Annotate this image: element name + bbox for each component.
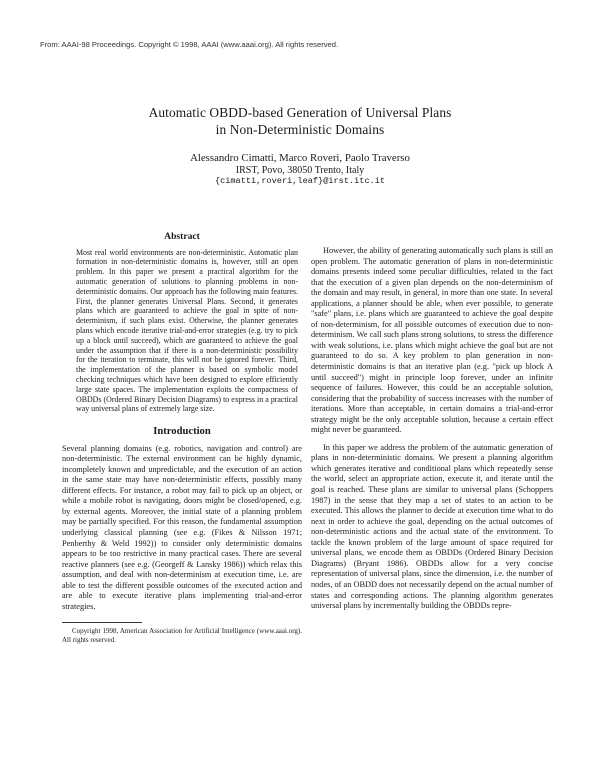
author-names: Alessandro Cimatti, Marco Roveri, Paolo Traverso	[190, 152, 410, 164]
title-line-2: in Non-Deterministic Domains	[215, 122, 385, 137]
footnote-rule	[62, 622, 142, 623]
paper-title	[60, 104, 540, 138]
left-column	[62, 232, 302, 644]
abstract-text: Most real world environments are non-deterministic. Automatic plan formation in non-deterministic domains is, however, still an open problem. In this paper we present a practical algorithm for the automatic generation of solutions to planning problems in non-deterministic domains. Our approach has the following main features. First, the planner generates Universal Plans. Second, it generates plans which are guaranteed to achieve the goal in spite of non-determinism, if such plans exist. Otherwise, the planner generates plans which encode iterative trial-and-error strategies (e.g. try to pick up a block until succeed), which are guaranteed to achieve the goal under the assumption that if there is a non-deterministic possibility for the iteration to terminate, this will not be ignored forever. Third, the implementation of the planner is based on symbolic model checking techniques which have been designed to explore efficiently large state spaces. The implementation exploits the compactness of OBDDs (Ordered Binary Decision Diagrams) to express in a practical way universal plans of extremely large size.	[76, 247, 298, 414]
affiliation: IRST, Povo, 38050 Trento, Italy	[235, 165, 365, 176]
copyright-footnote: Copyright 1998, American Association for Artificial Intelligence (www.aaai.org). All rights reserved.	[62, 627, 302, 644]
copyright-source-line: From: AAAI-98 Proceedings. Copyright © 1998, AAAI (www.aaai.org). All rights reserved.	[40, 40, 339, 49]
title-line-1: Automatic OBDD-based Generation of Universal Plans	[148, 105, 452, 120]
author-block	[60, 153, 540, 187]
introduction-heading: Introduction	[153, 426, 211, 438]
right-column	[311, 246, 553, 612]
abstract-heading: Abstract	[164, 231, 200, 242]
introduction-paragraph: Several planning domains (e.g. robotics, navigation and control) are non-deterministic. The external environment can be highly dynamic, incompletely known and unpredictable, and the execution of an action in the same state may have non-deterministic effects, possibly many different effects. For instance, a robot may fail to pick up an object, or while a mobile robot is navigating, doors might be closed/opened, e.g. by external agents. Moreover, the initial state of a planning problem may be partially specified. For this reason, the fundamental assumption underlying classical planning (see e.g. (Fikes & Nilsson 1971; Penberthy & Weld 1992)) to consider only deterministic domains appears to be too restrictive in many practical cases. There are several reactive planners (see e.g. (Georgeff & Lansky 1986)) which relax this assumption, and deal with non-determinism at execution time, i.e. are able to test the different possible outcomes of the executed action and are able to execute iterative plans implementing trial-and-error strategies.	[62, 443, 302, 611]
author-email: {cimatti,roveri,leaf}@irst.itc.it	[214, 176, 386, 186]
right-paragraph-1: However, the ability of generating automatically such plans is still an open problem. The automatic generation of plans in non-deterministic domains presents indeed some peculiar difficulties, related to the fact that the execution of a given plan depends on the non-determinism of the domain and may result, in general, in more than one state. In several applications, a planner should be able, when ever possible, to generate "safe" plans, i.e. plans which are guaranteed to achieve the goal despite of non-determinism, for all possible outcomes of execution due to non-determinism. We call such plans strong solutions, to stress the difference with weak solutions, i.e. plans which might achieve the goal but are not guaranteed to do so. A key problem to plan generation in non-deterministic domains is that an iterative plan (e.g. "pick up block A until succeed") might in principle loop forever, under an infinite sequence of failures. However, this could be an acceptable solution, considering that the probability of success increases with the number of iterations. More than acceptable, in certain domains a trial-and-error strategy might be the only acceptable solution, because a certain effect might never be guaranteed.	[311, 246, 553, 435]
right-paragraph-2: In this paper we address the problem of the automatic generation of plans in non-deterministic domains. We present a planning algorithm which generates iterative and conditional plans which repeatedly sense the world, select an appropriate action, execute it, and iterate until the goal is reached. These plans are similar to universal plans (Schoppers 1987) in the sense that they map a set of states to an action to be executed. This allows the planner to decide at execution time what to do next in order to achieve the goal, depending on the actual outcomes of non-deterministic actions and the actual state of the environment. To tackle the known problem of the large amount of space required for universal plans, we encode them as OBDDs (Ordered Binary Decision Diagrams) (Bryant 1986). OBDDs allow for a very concise representation of universal plans, since the dimension, i.e. the number of nodes, of an OBDD does not necessarily depend on the actual number of states and corresponding actions. The planning algorithm generates universal plans by incrementally building the OBDDs repre-	[311, 442, 553, 611]
